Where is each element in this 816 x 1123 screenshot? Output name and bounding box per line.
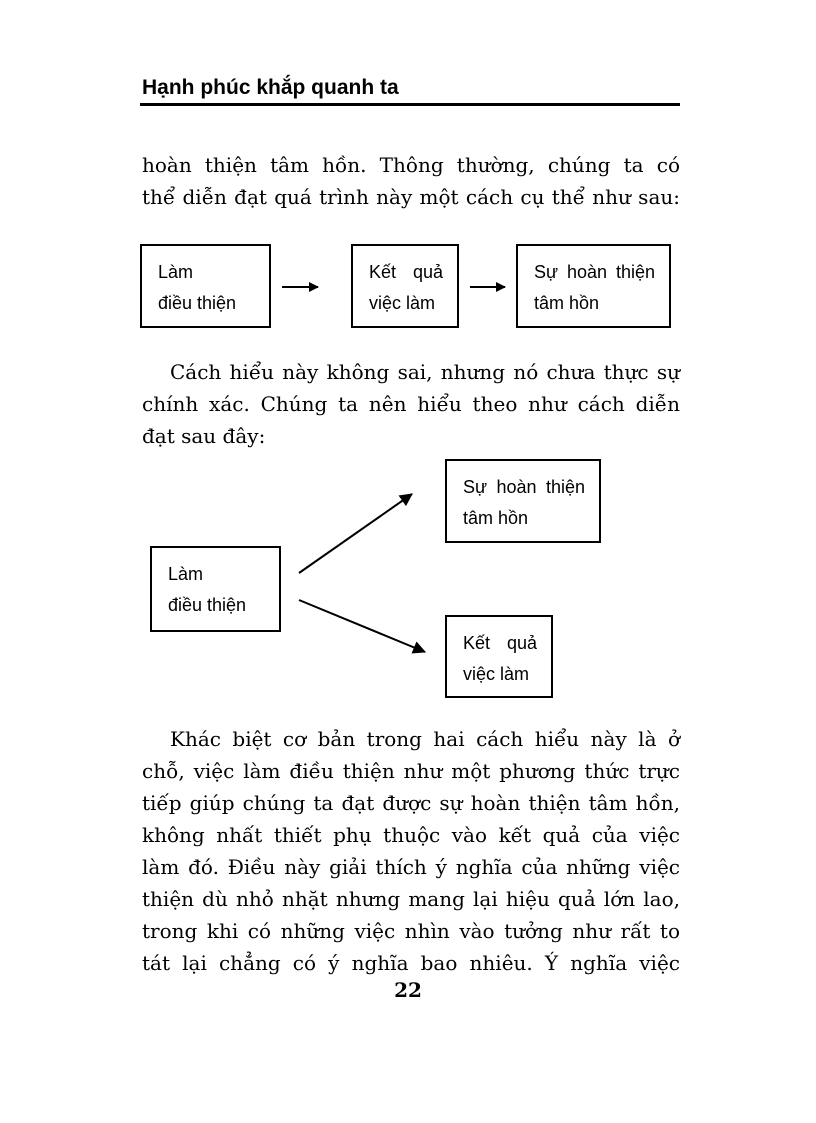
text-line: chính xác. Chúng ta nên hiểu theo như cách diễn xyxy=(142,392,680,416)
arrow-up-right xyxy=(299,494,412,573)
box-line: điều thiện xyxy=(158,293,237,313)
box-line: Sự hoàn thiện xyxy=(534,262,655,282)
paragraph-correction xyxy=(142,356,680,452)
box-line: Kết quả xyxy=(463,633,537,653)
box-line: Kết quả xyxy=(369,262,443,282)
branch-box-soul-perfection xyxy=(445,459,601,543)
branch-box-do-good xyxy=(150,546,281,632)
box-line: Sự hoàn thiện xyxy=(463,477,585,497)
text-line: trong khi có những việc nhìn vào tưởng như rất to xyxy=(142,919,680,943)
text-line: thể diễn đạt quá trình này một cách cụ thể như sau: xyxy=(142,185,680,209)
box-line: việc làm xyxy=(463,664,530,684)
box-line: điều thiện xyxy=(168,595,247,615)
header-rule xyxy=(140,103,680,106)
text-line: chỗ, việc làm điều thiện như một phương thức trực xyxy=(142,759,680,783)
box-line: Làm xyxy=(168,564,204,584)
box-line: tâm hồn xyxy=(534,293,600,313)
text-line: Cách hiểu này không sai, nhưng nó chưa thực sự xyxy=(170,360,680,384)
text-line: Khác biệt cơ bản trong hai cách hiểu này là ở xyxy=(170,727,680,751)
text-line: làm đó. Điều này giải thích ý nghĩa của những việc xyxy=(142,855,680,879)
text-line: đạt sau đây: xyxy=(142,424,266,448)
text-line: thiện dù nhỏ nhặt nhưng mang lại hiệu quả lớn lao, xyxy=(142,887,680,911)
running-header-title: Hạnh phúc khắp quanh ta xyxy=(142,76,399,99)
paragraph-explanation xyxy=(142,723,680,979)
branch-box-result xyxy=(445,615,553,698)
arrow-down-right xyxy=(299,600,425,652)
box-line: tâm hồn xyxy=(463,508,529,528)
text-line: không nhất thiết phụ thuộc vào kết quả của việc xyxy=(142,823,680,847)
flow-box-soul-perfection xyxy=(516,244,671,328)
box-line: việc làm xyxy=(369,293,436,313)
paragraph-intro xyxy=(142,149,680,213)
text-line: hoàn thiện tâm hồn. Thông thường, chúng ta có xyxy=(142,153,680,177)
box-line: Làm xyxy=(158,262,194,282)
text-line: tiếp giúp chúng ta đạt được sự hoàn thiện tâm hồn, xyxy=(142,791,680,815)
flow-box-result xyxy=(351,244,459,328)
flow-box-do-good xyxy=(140,244,271,328)
text-line: tát lại chẳng có ý nghĩa bao nhiêu. Ý nghĩa việc xyxy=(142,951,680,975)
page-number: 22 xyxy=(394,978,422,1002)
